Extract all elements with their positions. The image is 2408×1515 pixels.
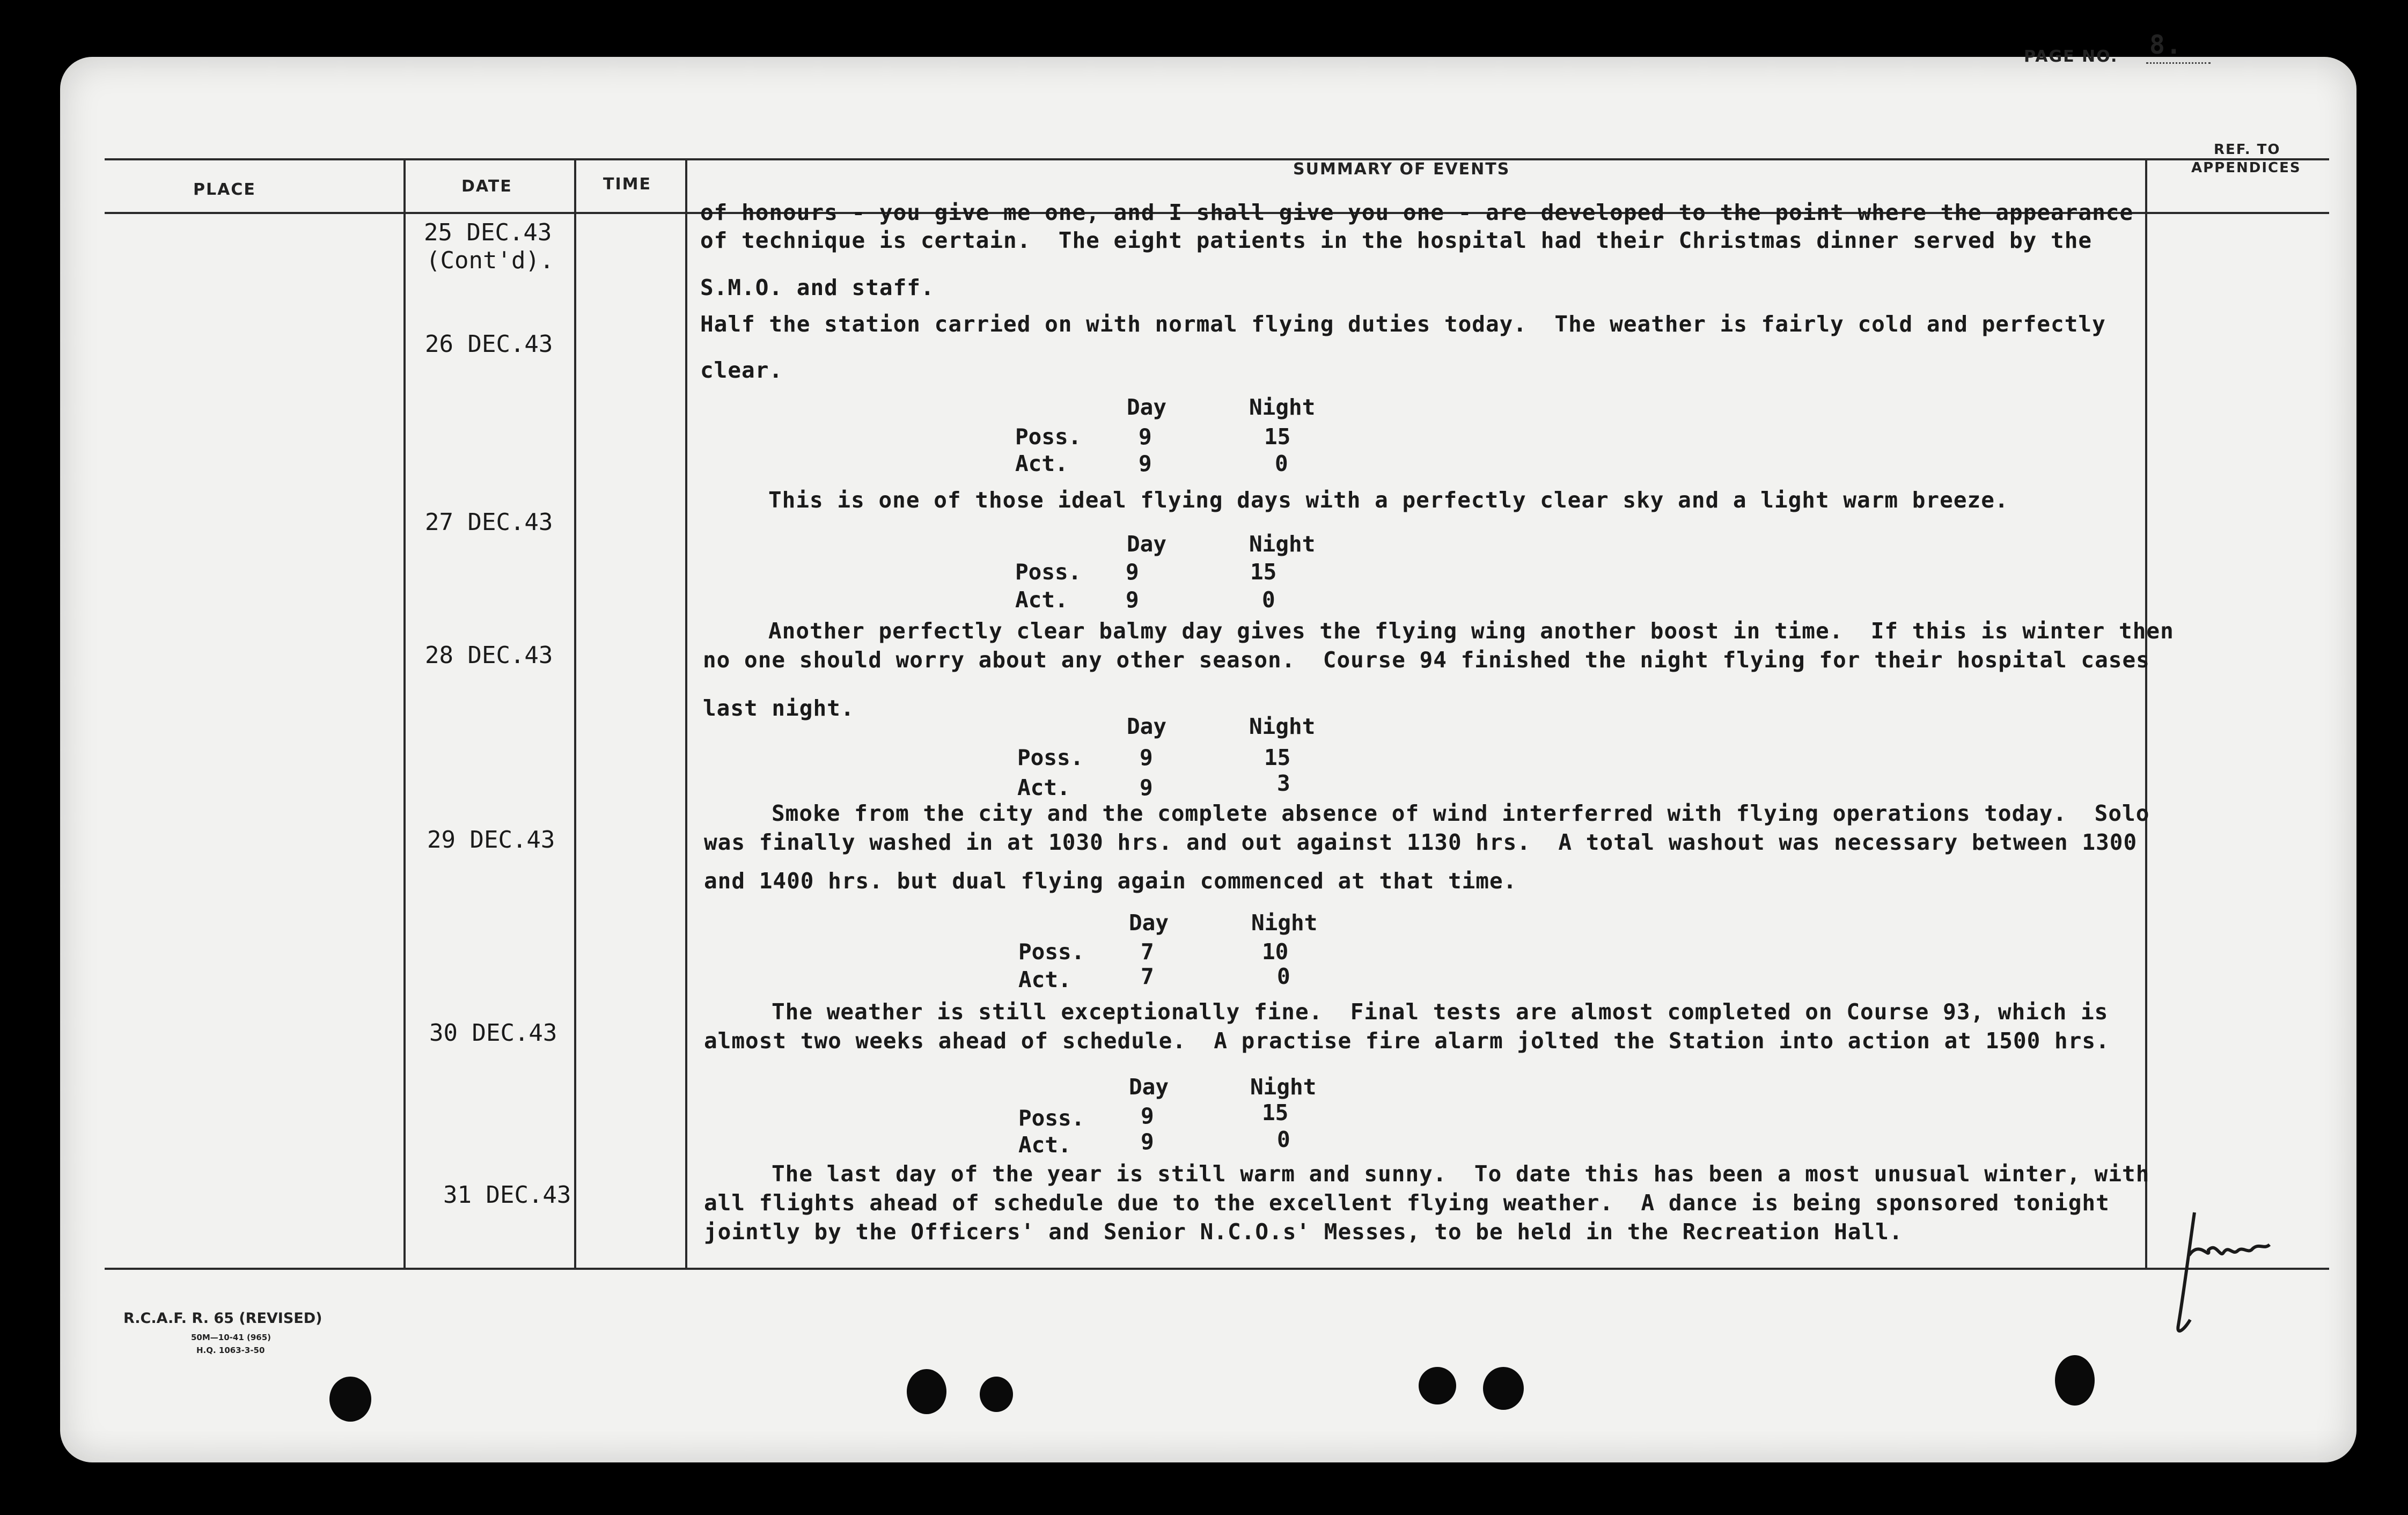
column-header-ref-line1: REF. TO	[2214, 142, 2281, 158]
date-28-dec: 28 DEC.43	[425, 642, 553, 669]
punch-hole	[2055, 1355, 2095, 1406]
date-26-dec: 26 DEC.43	[425, 330, 553, 358]
summary-line: Another perfectly clear balmy day gives the flying wing another boost in time. If this is winter then	[768, 618, 2174, 644]
stats-night-header: Night	[1251, 910, 1318, 936]
summary-line: almost two weeks ahead of schedule. A practise fire alarm jolted the Station into action at 1500 hrs.	[704, 1028, 2110, 1054]
page-number-underline	[2146, 62, 2211, 64]
stats-act-night: 0	[1277, 1127, 1290, 1152]
stats-act-night: 0	[1262, 587, 1275, 613]
stats-night-header: Night	[1249, 394, 1316, 420]
punch-hole	[1483, 1367, 1524, 1410]
stats-act-day: 9	[1139, 451, 1152, 476]
summary-line: all flights ahead of schedule due to the excellent flying weather. A dance is being sponsored tonight	[704, 1190, 2110, 1216]
date-27-dec: 27 DEC.43	[425, 509, 553, 536]
stats-act-day: 9	[1140, 775, 1153, 800]
stats-day-header: Day	[1129, 1074, 1169, 1100]
date-25-dec: 25 DEC.43	[424, 219, 552, 246]
summary-line: Smoke from the city and the complete absence of wind interferred with flying operations today. Solo	[772, 800, 2150, 826]
stats-day-header: Day	[1129, 910, 1169, 936]
stats-poss-label: Poss.	[1017, 745, 1084, 770]
punch-hole	[907, 1369, 946, 1414]
stats-poss-day: 7	[1141, 939, 1154, 965]
column-header-date: DATE	[461, 177, 512, 196]
stats-poss-night: 15	[1262, 1100, 1289, 1126]
stats-day-header: Day	[1127, 394, 1167, 420]
summary-line: This is one of those ideal flying days with a perfectly clear sky and a light warm breeze.	[768, 487, 2009, 513]
date-30-dec: 30 DEC.43	[429, 1019, 557, 1047]
stats-night-header: Night	[1249, 531, 1316, 557]
page-number: 8.	[2149, 30, 2183, 60]
stats-act-day: 9	[1126, 587, 1139, 613]
date-31-dec: 31 DEC.43	[443, 1181, 571, 1209]
stats-poss-label: Poss.	[1015, 424, 1082, 450]
stats-act-night: 0	[1275, 451, 1288, 476]
stats-night-header: Night	[1249, 714, 1316, 739]
stats-day-header: Day	[1127, 531, 1167, 557]
stats-poss-label: Poss.	[1018, 1105, 1085, 1131]
form-id-line1: R.C.A.F. R. 65 (REVISED)	[123, 1310, 322, 1327]
page-number-label: PAGE NO.	[2024, 47, 2118, 66]
stats-act-label: Act.	[1018, 1132, 1071, 1158]
table-bottom-rule	[105, 1268, 2329, 1270]
summary-line: of honours - you give me one, and I shall give you one - are developed to the point where the appearance	[700, 200, 2134, 225]
form-id-line3: H.Q. 1063-3-50	[196, 1345, 265, 1355]
place-date-divider	[403, 158, 406, 1268]
stats-poss-night: 15	[1250, 559, 1277, 585]
stats-poss-night: 15	[1264, 745, 1291, 770]
stats-act-day: 7	[1141, 964, 1154, 989]
date-29-dec: 29 DEC.43	[427, 826, 555, 854]
stats-act-label: Act.	[1015, 587, 1068, 613]
stats-poss-day: 9	[1140, 745, 1153, 770]
date-25-continued: (Cont'd).	[426, 247, 554, 274]
summary-line: no one should worry about any other season. Course 94 finished the night flying for their hospital cases	[703, 647, 2150, 673]
column-header-place: PLACE	[193, 180, 256, 199]
summary-line: The last day of the year is still warm and sunny. To date this has been a most unusual winter, with	[772, 1161, 2150, 1187]
summary-line: Half the station carried on with normal flying duties today. The weather is fairly cold and perfectly	[700, 311, 2106, 337]
column-header-summary: SUMMARY OF EVENTS	[1293, 160, 1510, 179]
stats-poss-day: 9	[1139, 424, 1152, 450]
time-summary-divider	[685, 158, 687, 1268]
date-time-divider	[574, 158, 576, 1268]
punch-hole	[980, 1377, 1013, 1412]
stats-act-night: 0	[1277, 964, 1290, 989]
summary-line: The weather is still exceptionally fine. Final tests are almost completed on Course 93, which is	[772, 999, 2109, 1025]
form-id-line2: 50M—10-41 (965)	[191, 1333, 271, 1342]
stats-act-day: 9	[1141, 1129, 1154, 1154]
summary-line: and 1400 hrs. but dual flying again commenced at that time.	[704, 868, 1517, 894]
header-top-rule	[105, 158, 2329, 160]
summary-ref-divider	[2145, 158, 2147, 1268]
stats-act-label: Act.	[1015, 451, 1068, 476]
summary-line: jointly by the Officers' and Senior N.C.O.s' Messes, to be held in the Recreation Hall.	[704, 1219, 1903, 1245]
stats-act-label: Act.	[1018, 967, 1071, 992]
stats-poss-day: 9	[1126, 559, 1139, 585]
stats-poss-label: Poss.	[1018, 939, 1085, 965]
summary-line: of technique is certain. The eight patients in the hospital had their Christmas dinner served by the	[700, 227, 2093, 253]
punch-hole	[1419, 1367, 1456, 1404]
stats-day-header: Day	[1127, 714, 1167, 739]
stats-poss-night: 15	[1264, 424, 1291, 450]
punch-hole	[329, 1377, 371, 1422]
stats-act-night: 3	[1277, 770, 1290, 796]
stats-poss-night: 10	[1262, 939, 1289, 965]
stats-act-label: Act.	[1017, 775, 1070, 800]
stats-poss-label: Poss.	[1015, 559, 1082, 585]
summary-line: was finally washed in at 1030 hrs. and out against 1130 hrs. A total washout was necessary between 1300	[704, 829, 2138, 855]
column-header-time: TIME	[603, 175, 651, 194]
stats-night-header: Night	[1250, 1074, 1317, 1100]
handwritten-initials-signature	[2157, 1191, 2280, 1352]
stats-poss-day: 9	[1141, 1103, 1154, 1129]
summary-line: clear.	[700, 357, 783, 383]
summary-line: S.M.O. and staff.	[700, 275, 935, 300]
summary-line: last night.	[703, 695, 855, 721]
column-header-ref-line2: APPENDICES	[2191, 160, 2301, 176]
